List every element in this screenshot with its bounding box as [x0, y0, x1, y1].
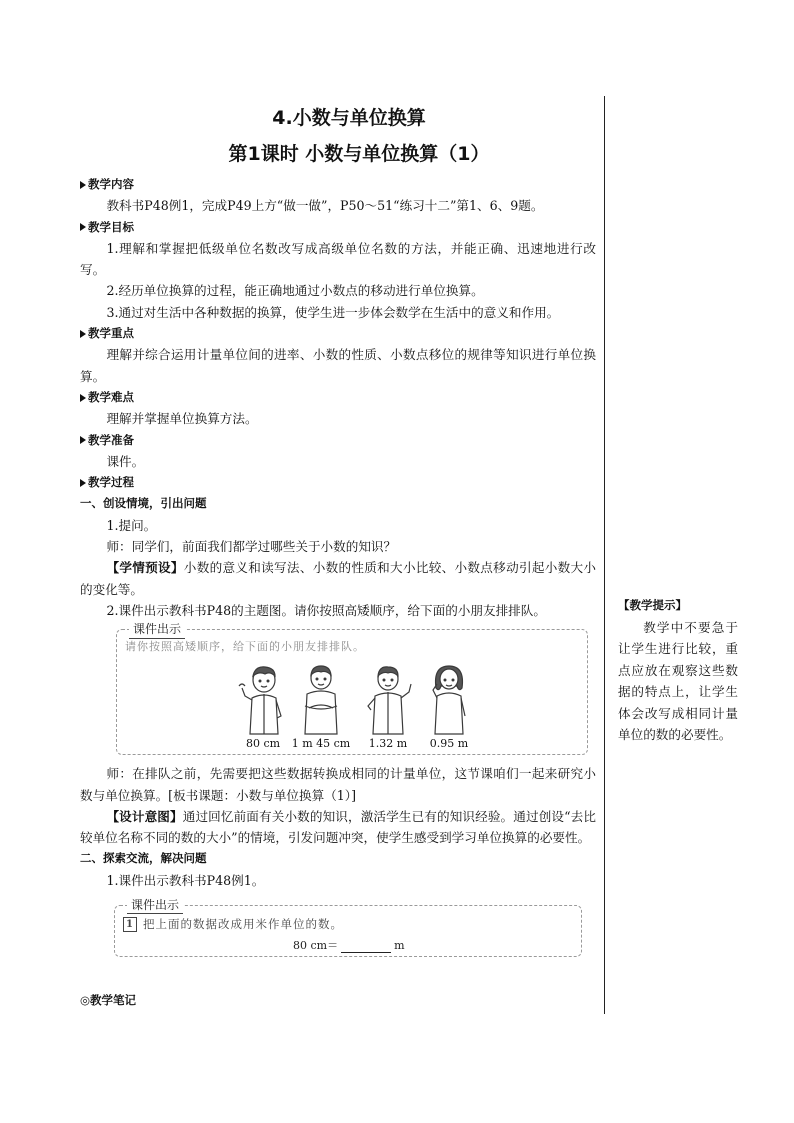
page-divider-line: [604, 96, 605, 1014]
example-instruction: 把上面的数据改成用米作单位的数。: [143, 917, 343, 932]
equation-unit: m: [394, 939, 405, 953]
child-figure: [232, 662, 294, 750]
section-heading-goals: [80, 217, 596, 238]
section-heading-label: 教学内容: [88, 177, 134, 191]
goal-item: 2.经历单位换算的过程，能正确地通过小数点的移动进行单位换算。: [106, 283, 484, 299]
step-text: 1.提问。: [106, 517, 157, 533]
child-height-label: 0.95 m: [429, 737, 469, 751]
courseware-instruction: 请你按照高矮顺序，给下面的小朋友排排队。: [125, 640, 365, 654]
triangle-bullet-icon: [80, 479, 86, 487]
child-height-label: 1 m 45 cm: [291, 737, 351, 751]
child-height-label: 80 cm: [245, 737, 281, 751]
triangle-bullet-icon: [80, 436, 86, 444]
preset-tag: 【学情预设】: [106, 560, 184, 576]
girl-icon: [423, 662, 475, 736]
child-figure: [357, 662, 419, 750]
answer-blank: [341, 941, 391, 953]
child-height-label: 1.32 m: [368, 737, 408, 751]
part1-title: 一、创设情境，引出问题: [80, 496, 207, 511]
child-figure: [290, 662, 352, 750]
lesson-title: 4.小数与单位换算: [272, 107, 426, 129]
goal-item: 3.通过对生活中各种数据的换算，使学生进一步体会数学在生活中的意义和作用。: [106, 304, 560, 320]
preset-paragraph: [80, 557, 596, 600]
section-heading-label: 教学重点: [88, 326, 134, 341]
courseware-box-children: [116, 622, 588, 755]
triangle-bullet-icon: [80, 330, 86, 338]
teacher-question: 师：同学们，前面我们都学过哪些关于小数的知识？: [106, 539, 397, 555]
child-figure: [418, 662, 480, 750]
boy-arms-folded-icon: [295, 662, 347, 736]
tip-title: 【教学提示】: [618, 598, 687, 612]
content-text: 教科书P48例1，完成P49上方“做一做”，P50～51“练习十二”第1、6、9题。: [106, 198, 544, 214]
section-heading-difficulty: [80, 387, 596, 408]
teaching-tip-sidebar: [618, 595, 738, 746]
section-heading-prep: [80, 430, 596, 451]
preset-text: 小数的意义和读写法、小数的性质和大小比较、小数点移动引起小数大小的变化等。: [80, 560, 596, 597]
tip-text: 教学中不要急于让学生进行比较，重点应放在观察这些数据的特点上，让学生体会改写成相同计量单位的数的必要性。: [618, 619, 738, 742]
section-heading-content: [80, 174, 596, 195]
step-text: 1.课件出示教科书P48例1。: [106, 872, 265, 888]
lesson-main-column: [80, 100, 596, 965]
teaching-notes-label: ◎教学笔记: [80, 993, 137, 1007]
part2-title: 二、探索交流，解决问题: [80, 851, 207, 866]
teacher-talk: 师：在排队之前，先需要把这些数据转换成相同的计量单位，这节课咱们一起来研究小数与单位换算。[板书课题：小数与单位换算（1）]: [80, 766, 596, 803]
section-heading-label: 教学目标: [88, 219, 134, 234]
boy-waving-icon: [237, 662, 289, 736]
courseware-tag: 课件出示: [129, 619, 185, 640]
prep-text: 课件。: [106, 453, 145, 469]
difficulty-text: 理解并掌握单位换算方法。: [106, 411, 258, 427]
section-heading-label: 教学准备: [88, 432, 134, 447]
boy-pointing-icon: [362, 662, 414, 736]
goal-item: 1.理解和掌握把低级单位名数改写成高级单位名数的方法，并能正确、迅速地进行改写。: [80, 240, 596, 278]
step-text: 2.课件出示教科书P48的主题图。请你按照高矮顺序，给下面的小朋友排排队。: [106, 602, 546, 618]
triangle-bullet-icon: [80, 394, 86, 402]
equation-left: 80 cm＝: [293, 939, 339, 953]
example-instruction-row: [123, 916, 343, 932]
courseware-box-example: [114, 898, 582, 957]
lesson-subtitle: 第1课时 小数与单位换算（1）: [228, 143, 490, 165]
children-figure-row: [232, 658, 482, 750]
design-tag: 【设计意图】: [106, 808, 183, 824]
design-text: 通过回忆前面有关小数的知识，激活学生已有的知识经验。通过创设“去比较单位名称不同的数的大小”的情境，引发问题冲突，使学生感受到学习单位换算的必要性。: [80, 808, 596, 846]
section-heading-label: 教学难点: [88, 389, 134, 404]
section-heading-process: [80, 472, 596, 493]
example-number-badge: 1: [123, 917, 137, 932]
triangle-bullet-icon: [80, 181, 86, 189]
section-heading-key-point: [80, 323, 596, 344]
section-heading-label: 教学过程: [88, 475, 134, 490]
courseware-tag: 课件出示: [127, 895, 183, 916]
triangle-bullet-icon: [80, 223, 86, 231]
design-paragraph: [80, 806, 596, 849]
example-equation: [293, 939, 405, 953]
key-point-text: 理解并综合运用计量单位间的进率、小数的性质、小数点移位的规律等知识进行单位换算。: [80, 347, 596, 384]
